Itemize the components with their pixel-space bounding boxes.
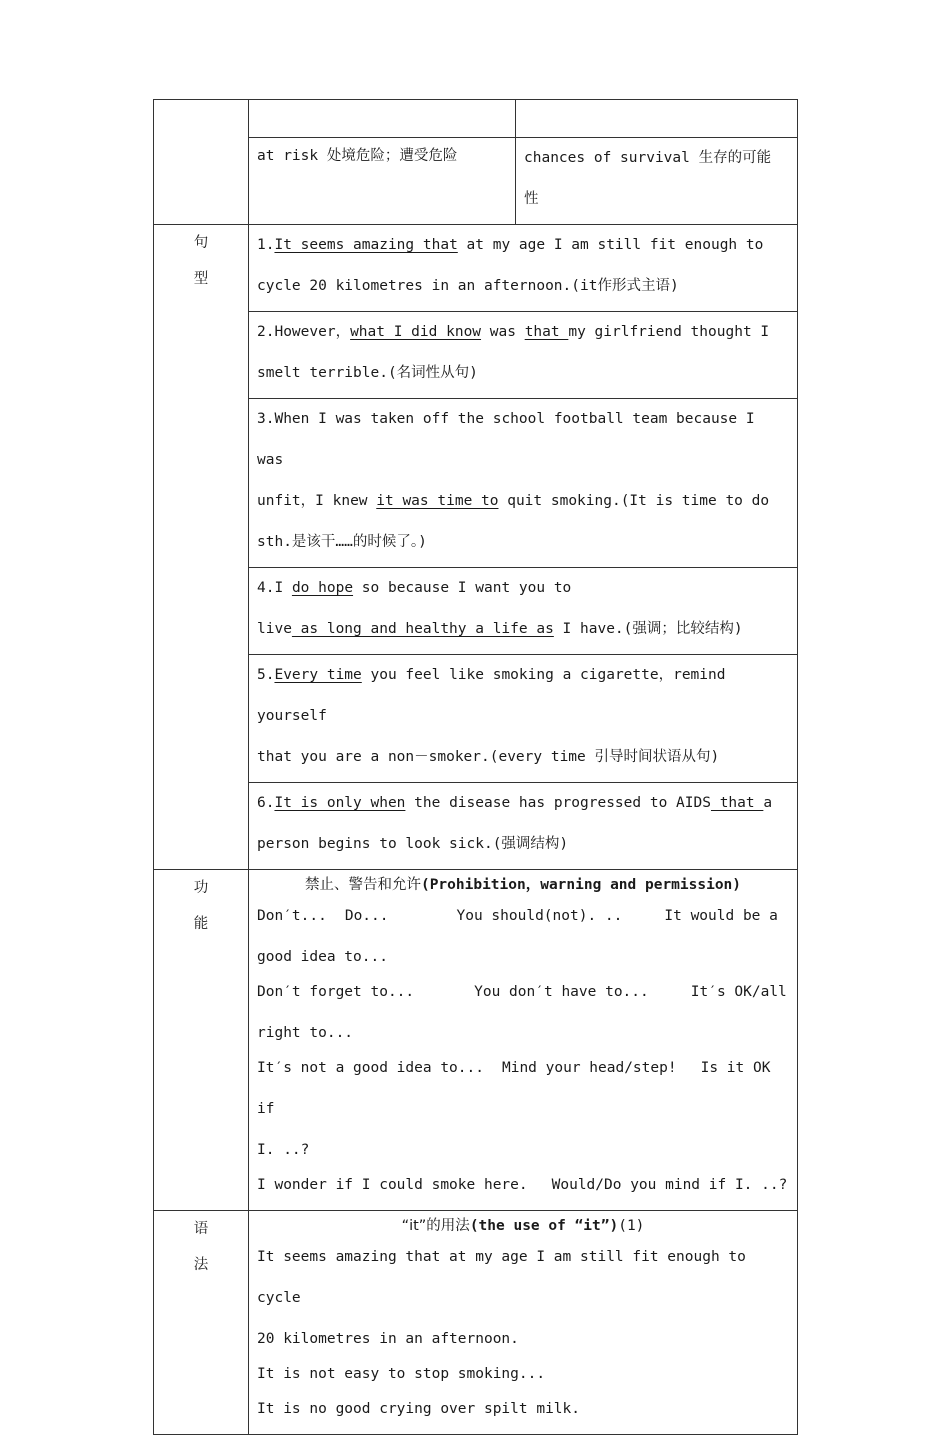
vocab-label-cell (154, 100, 249, 225)
function-line: right to... (257, 1025, 354, 1041)
key-structure: Every time (274, 667, 362, 683)
sentence-row (154, 225, 798, 312)
function-line: I. ..? (257, 1142, 310, 1158)
key-structure: It is only when (274, 795, 406, 811)
section-label-function: 功 能 (154, 870, 249, 1211)
section-label-grammar: 语 法 (154, 1211, 249, 1435)
vocab-cell-at-risk (249, 138, 516, 225)
vocab-cell (249, 100, 516, 138)
grammar-title: “it”的用法(the use of “it”)(1) (401, 1218, 645, 1234)
key-structure: do hope (291, 580, 354, 596)
function-cell (249, 870, 798, 1211)
vocab-cell-survival (516, 138, 798, 225)
grammar-example: 20 kilometres in an afternoon. (257, 1331, 519, 1347)
key-structure: what I did know (350, 324, 482, 340)
study-table (153, 99, 798, 1435)
sentence-cell-1: 1.It seems amazing that at my age I am still fit enough to cycle 20 kilometres in an afternoon.(it作形式主语) (249, 225, 798, 312)
sentence-cell-3: 3.When I was taken off the school football team because I was unfit，I knew it was time to quit smoking.(It is time to do sth.是该干……的时候了。) (249, 399, 798, 568)
vocab-phrase: chances of survival (524, 150, 690, 166)
sentence-row (154, 399, 798, 568)
sentence-row (154, 312, 798, 399)
vocab-meaning-cont: 性 (524, 191, 539, 207)
vocab-phrase: at risk (257, 148, 319, 164)
function-line: Don′t... Do... You should(not). .. It would be a (257, 908, 778, 924)
sentence-row (154, 655, 798, 783)
key-structure: as long and healthy a life as (291, 621, 554, 637)
sentence-row (154, 568, 798, 655)
sentence-cell-2: 2.However，what I did know was that my girlfriend thought I smelt terrible.(名词性从句) (249, 312, 798, 399)
function-line: It′s not a good idea to... Mind your head/step! Is it OK if (257, 1060, 771, 1117)
grammar-example: It seems amazing that at my age I am still fit enough to cycle (257, 1249, 746, 1306)
key-structure: that (710, 795, 764, 811)
function-line: good idea to... (257, 949, 388, 965)
vocab-meaning: 生存的可能 (698, 150, 772, 166)
vocab-row (154, 138, 798, 225)
grammar-cell (249, 1211, 798, 1435)
vocab-cell (516, 100, 798, 138)
vocab-meaning: 处境危险；遭受危险 (326, 148, 458, 164)
function-title: 禁止、警告和允许(Prohibition，warning and permission) (304, 877, 742, 893)
sentence-row (154, 783, 798, 870)
grammar-example: It is not easy to stop smoking... (257, 1366, 546, 1382)
sentence-cell-6: 6.It is only when the disease has progressed to AIDS that a person begins to look sick.(强调结构) (249, 783, 798, 870)
grammar-example: It is no good crying over spilt milk. (257, 1401, 581, 1417)
grammar-row (154, 1211, 798, 1435)
sentence-cell-5: 5.Every time you feel like smoking a cigarette，remind yourself that you are a non－smoker.(every time 引导时间状语从句) (249, 655, 798, 783)
key-structure: that (524, 324, 569, 340)
sentence-cell-4: 4.I do hope so because I want you to live as long and healthy a life as I have.(强调；比较结构) (249, 568, 798, 655)
function-line: I wonder if I could smoke here. Would/Do you mind if I. ..? (257, 1177, 788, 1193)
key-structure: It seems amazing that (274, 237, 458, 253)
function-line: Don′t forget to... You don′t have to... It′s OK/all (257, 984, 787, 1000)
section-label-sentence: 句 型 (154, 225, 249, 870)
function-row (154, 870, 798, 1211)
vocab-row-empty (154, 100, 798, 138)
key-structure: it was time to (376, 493, 499, 509)
